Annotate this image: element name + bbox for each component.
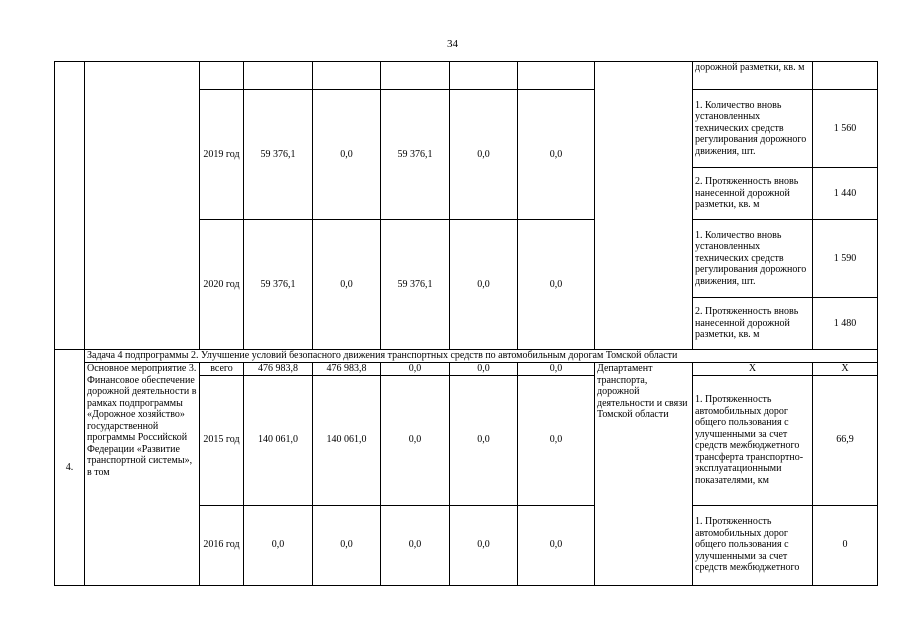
local-cell: 0,0 [450,505,518,585]
table-row [55,62,878,90]
federal-cell: 0,0 [313,220,381,350]
local-cell: 0,0 [450,220,518,350]
regional-cell: 0,0 [381,375,450,505]
table-row [55,363,878,376]
local-cell: 0,0 [450,363,518,376]
indicator-text: дорожной разметки, кв. м [693,62,813,90]
indicator-value: 66,9 [813,375,878,505]
table-row [55,350,878,363]
federal-cell: 140 061,0 [313,375,381,505]
local-cell: 0,0 [450,375,518,505]
indicator-value: 1 480 [813,298,878,350]
year-cell: 2019 год [200,90,244,220]
regional-cell: 0,0 [381,363,450,376]
total-label: всего [200,363,244,376]
total-cell: 140 061,0 [244,375,313,505]
year-cell: 2016 год [200,505,244,585]
indicator-text: X [693,363,813,376]
page-number: 34 [447,38,458,50]
task-title: Задача 4 подпрограммы 2. Улучшение условий безопасного движения транспортных средств по автомобильным дорогам Томской области [85,350,878,363]
total-cell: 59 376,1 [244,90,313,220]
extrabudget-cell: 0,0 [518,220,595,350]
federal-cell: 476 983,8 [313,363,381,376]
regional-cell: 59 376,1 [381,220,450,350]
total-cell: 476 983,8 [244,363,313,376]
row-number-cell [55,62,85,350]
extrabudget-cell: 0,0 [518,90,595,220]
budget-table [54,61,878,586]
extrabudget-cell: 0,0 [518,505,595,585]
federal-cell: 0,0 [313,505,381,585]
indicator-value: 0 [813,505,878,585]
indicator-text: 2. Протяженность вновь нанесенной дорожной разметки, кв. м [693,298,813,350]
row-number-cell: 4. [55,350,85,586]
indicator-value: X [813,363,878,376]
event-name-cell [85,62,200,350]
extrabudget-cell: 0,0 [518,363,595,376]
regional-cell: 59 376,1 [381,90,450,220]
indicator-value: 1 560 [813,90,878,168]
year-cell: 2015 год [200,375,244,505]
indicator-text: 1. Протяженность автомобильных дорог общего пользования с улучшенными за счет средств межбюджетного трансферта транспортно-эксплуатационными показателями, км [693,375,813,505]
indicator-text: 1. Протяженность автомобильных дорог общего пользования с улучшенными за счет средств межбюджетного [693,505,813,585]
indicator-text: 1. Количество вновь установленных технических средств регулирования дорожного движения, шт. [693,90,813,168]
executor-cell: Департамент транспорта, дорожной деятельности и связи Томской области [595,363,693,586]
local-cell: 0,0 [450,90,518,220]
event-name-cell: Основное мероприятие 3. Финансовое обеспечение дорожной деятельности в рамках подпрограммы «Дорожное хозяйство» государственной программы Российской Федерации «Развитие транспортной системы», в том [85,363,200,586]
extrabudget-cell: 0,0 [518,375,595,505]
indicator-value: 1 440 [813,168,878,220]
indicator-text: 2. Протяженность вновь нанесенной дорожной разметки, кв. м [693,168,813,220]
total-cell: 0,0 [244,505,313,585]
year-cell: 2020 год [200,220,244,350]
executor-cell [595,62,693,350]
indicator-text: 1. Количество вновь установленных технических средств регулирования дорожного движения, шт. [693,220,813,298]
federal-cell: 0,0 [313,90,381,220]
total-cell: 59 376,1 [244,220,313,350]
regional-cell: 0,0 [381,505,450,585]
indicator-value: 1 590 [813,220,878,298]
